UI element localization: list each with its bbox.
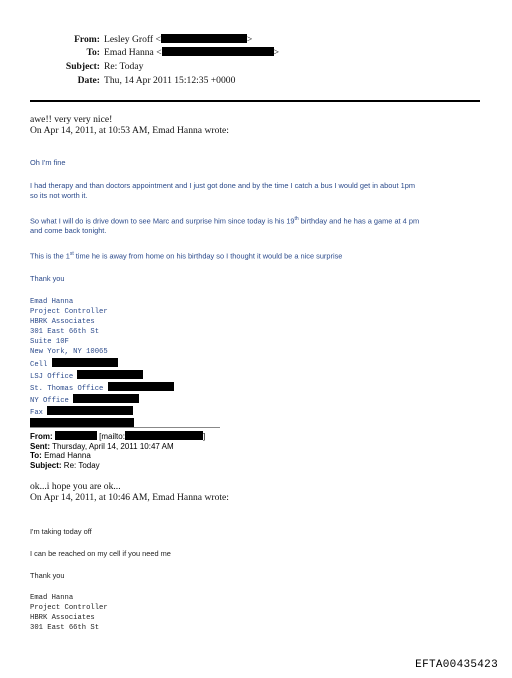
quoted-2-p1: I'm taking today off [30,527,92,536]
bates-stamp: EFTA00435423 [415,659,498,671]
subject-label: Subject: [65,61,100,72]
signature-1 [30,297,174,430]
forward-sent-row: Sent: Thursday, April 14, 2011 10:47 AM [30,441,174,451]
sig1-suite: Suite 10F [30,338,69,347]
sig1-lsj: LSJ Office [30,370,174,382]
subject-value: Re: Today [104,61,144,72]
quoted-1-p2a: I had therapy and than doctors appointment and I just got done and by the time I catch a bus I would get in about 1pm [30,181,415,190]
from-label: From: [74,34,100,45]
reply-2-line2: On Apr 14, 2011, at 10:46 AM, Emad Hanna wrote: [30,492,229,503]
forward-divider [30,427,220,428]
redaction-box [30,418,134,427]
quoted-1-p2b: so its not worth it. [30,191,88,200]
sig1-name: Emad Hanna [30,298,74,306]
to-label: To: [86,47,100,58]
sig1-ny: NY Office [30,394,174,406]
sig2-title: Project Controller [30,604,108,613]
redaction-box [73,394,139,403]
header-divider [30,100,480,102]
quoted-2-thanks: Thank you [30,571,65,580]
sig1-city: New York, NY 10065 [30,348,108,357]
redaction-box [55,431,97,440]
date-label: Date: [77,75,100,86]
reply-2-line1: ok...i hope you are ok... [30,481,121,492]
redaction-box [161,34,247,43]
forward-header [30,427,220,470]
redaction-box [125,431,203,440]
redaction-box [77,370,143,379]
from-value: Lesley Groff < > [104,34,253,45]
sig1-st-thomas: St. Thomas Office [30,382,174,394]
sig2-name: Emad Hanna [30,594,74,602]
reply-1 [30,114,229,136]
forward-from-row: From: [mailto: ] [30,432,206,441]
redaction-box [108,382,174,391]
quoted-message-2 [30,527,171,581]
quoted-1-p3a: So what I will do is drive down to see Marc and surprise him since today is his 19th birthday and he has a game at 4 pm [30,216,420,226]
reply-2 [30,481,229,503]
sig1-fax: Fax [30,406,174,418]
quoted-1-thanks: Thank you [30,273,65,283]
quoted-1-p4: This is the 1st time he is away from home on his birthday so I thought it would be a nice surprise [30,251,343,261]
sig1-company: HBRK Associates [30,318,95,327]
redaction-box [47,406,133,415]
quoted-2-p2: I can be reached on my cell if you need me [30,549,171,558]
to-value: Emad Hanna < > [104,47,280,58]
forward-subject-row: Subject: Re: Today [30,460,100,470]
quoted-1-p3b: and come back tonight. [30,226,107,236]
sig2-street: 301 East 66th St [30,624,100,633]
redaction-box [52,358,118,367]
signature-2 [30,593,108,633]
quoted-1-p1: Oh I'm fine [30,158,66,167]
sig1-street: 301 East 66th St [30,328,100,337]
quoted-message-1 [30,158,419,284]
sig1-cell: Cell [30,358,174,370]
reply-1-line2: On Apr 14, 2011, at 10:53 AM, Emad Hanna wrote: [30,125,229,136]
sig2-company: HBRK Associates [30,614,95,623]
redaction-box [162,47,274,56]
forward-to-row: To: Emad Hanna [30,451,91,460]
date-value: Thu, 14 Apr 2011 15:12:35 +0000 [104,75,236,86]
reply-1-line1: awe!! very very nice! [30,114,113,125]
sig1-title: Project Controller [30,308,108,317]
